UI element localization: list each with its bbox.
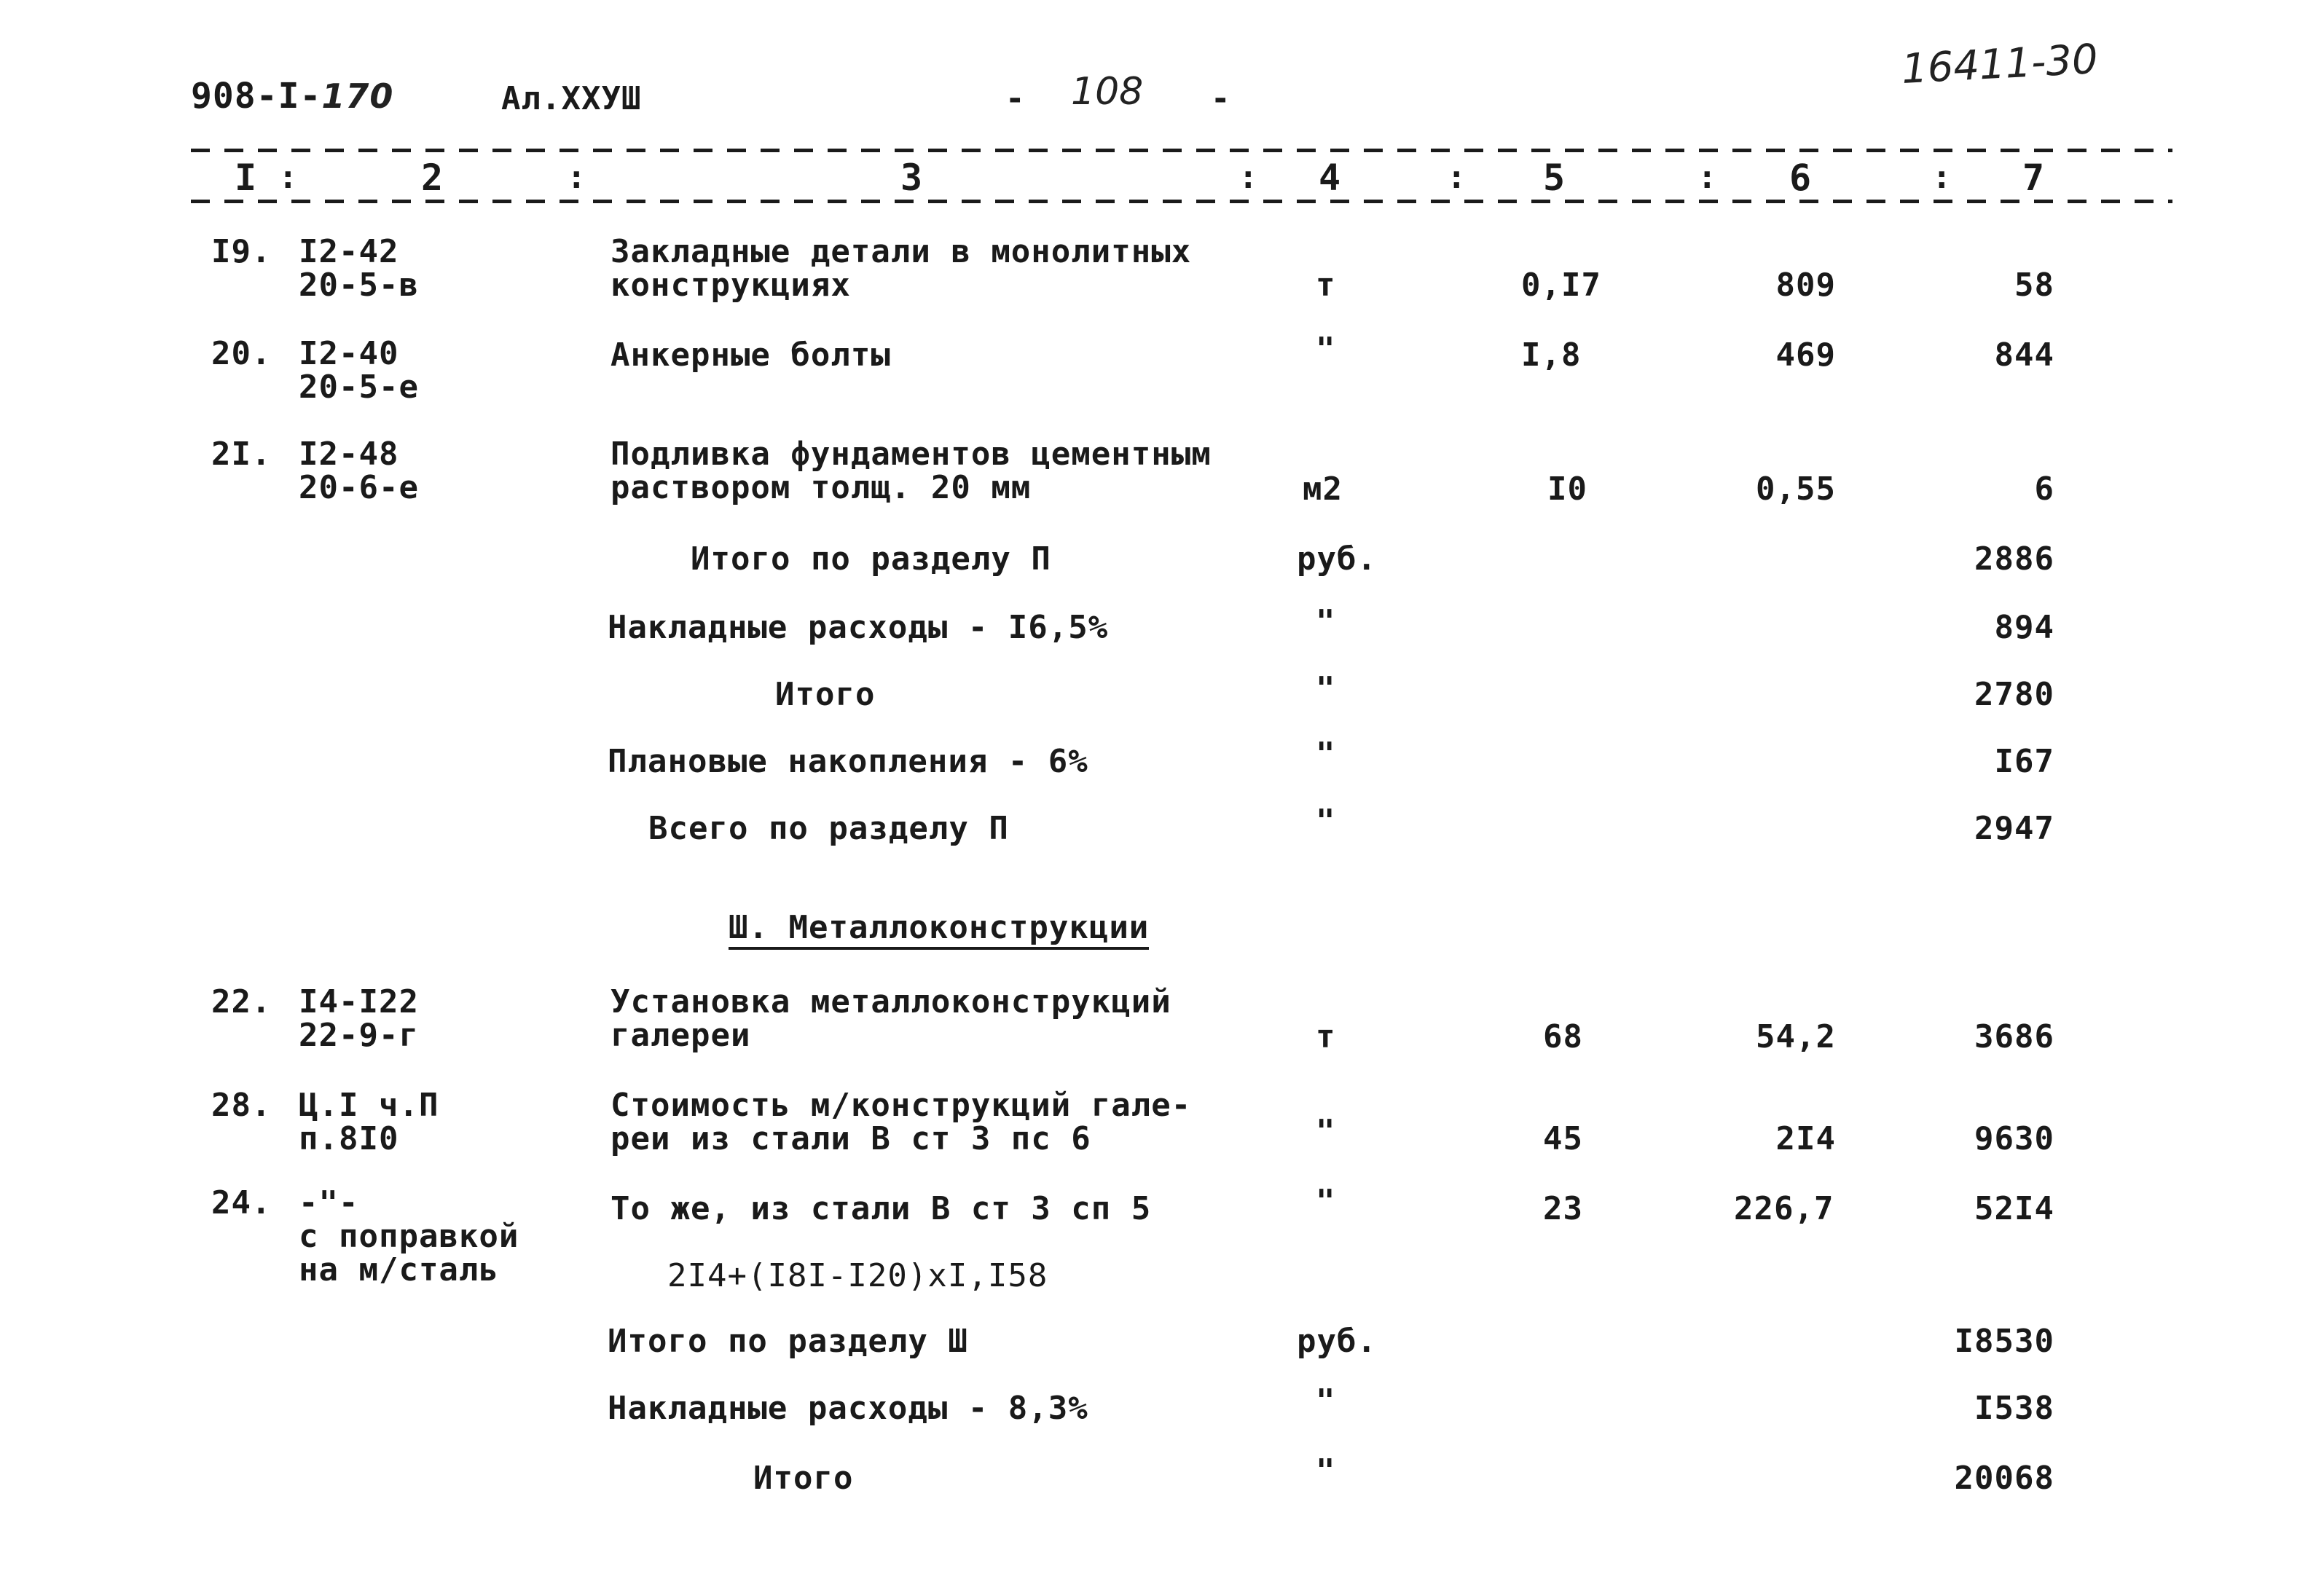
quantity: I0 bbox=[1547, 471, 1587, 508]
item-description: Стоимость м/конструкций гале- bbox=[611, 1087, 1192, 1124]
row-number: 22. bbox=[211, 983, 272, 1020]
unit-price: 469 bbox=[1775, 337, 1836, 374]
column-header-5: 5 bbox=[1543, 157, 1566, 199]
quantity: 23 bbox=[1543, 1190, 1583, 1227]
column-header-6: 6 bbox=[1789, 157, 1813, 199]
norm-code: 20-6-е bbox=[299, 469, 419, 506]
summary-total: I8530 bbox=[1954, 1323, 2054, 1360]
row-number: 24. bbox=[211, 1184, 272, 1221]
summary-total: I67 bbox=[1994, 743, 2054, 780]
unit-price: 0,55 bbox=[1756, 471, 1836, 508]
total-cost: 3686 bbox=[1974, 1018, 2054, 1055]
unit: т bbox=[1316, 1018, 1336, 1055]
summary-total: 2886 bbox=[1974, 540, 2054, 578]
document-code-handwritten: 170 bbox=[321, 76, 394, 116]
column-header-1: I bbox=[235, 157, 258, 199]
item-description: конструкциях bbox=[611, 267, 851, 304]
column-header-7: 7 bbox=[2022, 157, 2046, 199]
norm-code: с поправкой bbox=[299, 1218, 519, 1255]
norm-code: 20-5-е bbox=[299, 369, 419, 406]
summary-label: Итого по разделу П bbox=[691, 540, 1051, 578]
unit-price: 226,7 bbox=[1734, 1190, 1834, 1227]
item-description: Закладные детали в монолитных bbox=[611, 233, 1192, 270]
archive-stamp-number: 16411-30 bbox=[1900, 35, 2100, 94]
norm-code: на м/сталь bbox=[299, 1251, 499, 1288]
table-header-rule bbox=[191, 200, 2172, 203]
column-header-3: 3 bbox=[900, 157, 924, 199]
page-dash-left: - bbox=[1005, 80, 1026, 117]
column-separator: : bbox=[278, 159, 299, 196]
table-top-rule bbox=[191, 149, 2172, 152]
unit: " bbox=[1316, 1113, 1336, 1150]
page-dash-right: - bbox=[1211, 80, 1231, 117]
item-description: Подливка фундаментов цементным bbox=[611, 436, 1212, 473]
item-description: Установка металлоконструкций bbox=[611, 983, 1171, 1020]
row-number: 20. bbox=[211, 335, 272, 372]
summary-unit: руб. bbox=[1297, 1323, 1377, 1360]
norm-code: -"- bbox=[299, 1184, 359, 1221]
unit-price: 54,2 bbox=[1756, 1018, 1836, 1055]
item-description: галереи bbox=[611, 1017, 751, 1054]
item-description: То же, из стали В ст 3 сп 5 bbox=[611, 1190, 1152, 1227]
norm-code: 20-5-в bbox=[299, 267, 419, 304]
summary-label: Всего по разделу П bbox=[648, 810, 1009, 847]
norm-code: п.8I0 bbox=[299, 1120, 399, 1157]
norm-code: 22-9-г bbox=[299, 1017, 419, 1054]
column-header-2: 2 bbox=[421, 157, 444, 199]
summary-label: Накладные расходы - 8,3% bbox=[608, 1390, 1088, 1427]
unit: " bbox=[1316, 1183, 1336, 1220]
summary-total: 894 bbox=[1994, 609, 2054, 646]
column-separator: : bbox=[567, 159, 587, 196]
quantity: 68 bbox=[1543, 1018, 1583, 1055]
row-number: I9. bbox=[211, 233, 272, 270]
unit: " bbox=[1316, 331, 1336, 368]
unit: т bbox=[1316, 267, 1336, 304]
total-cost: 844 bbox=[1994, 337, 2054, 374]
norm-code: Ц.I ч.П bbox=[299, 1087, 439, 1124]
quantity: I,8 bbox=[1521, 337, 1582, 374]
summary-label: Накладные расходы - I6,5% bbox=[608, 609, 1109, 646]
summary-unit: " bbox=[1316, 603, 1336, 640]
document-code-prefix: 908-I- bbox=[191, 76, 322, 117]
summary-total: I538 bbox=[1974, 1390, 2054, 1427]
summary-label: Итого bbox=[775, 676, 876, 713]
summary-unit: " bbox=[1316, 1452, 1336, 1489]
summary-unit: " bbox=[1316, 803, 1336, 840]
total-cost: 9630 bbox=[1974, 1120, 2054, 1157]
summary-unit: " bbox=[1316, 670, 1336, 707]
norm-code: I4-I22 bbox=[299, 983, 419, 1020]
album-number: Ал.XXУШ bbox=[501, 80, 642, 117]
document-code bbox=[191, 76, 394, 117]
total-cost: 52I4 bbox=[1974, 1190, 2054, 1227]
column-separator: : bbox=[1238, 159, 1259, 196]
quantity: 0,I7 bbox=[1521, 267, 1601, 304]
unit-price: 2I4 bbox=[1775, 1120, 1836, 1157]
page-number: 108 bbox=[1071, 70, 1144, 114]
column-separator: : bbox=[1932, 159, 1952, 196]
total-cost: 6 bbox=[2034, 471, 2054, 508]
column-separator: : bbox=[1697, 159, 1718, 196]
section-heading: Ш. Металлоконструкции bbox=[729, 910, 1149, 950]
column-separator: : bbox=[1447, 159, 1467, 196]
total-cost: 58 bbox=[2014, 267, 2054, 304]
row-number: 28. bbox=[211, 1087, 272, 1124]
norm-code: I2-40 bbox=[299, 335, 399, 372]
summary-label: Итого по разделу Ш bbox=[608, 1323, 968, 1360]
summary-unit: руб. bbox=[1297, 540, 1377, 578]
unit-price: 809 bbox=[1775, 267, 1836, 304]
summary-unit: " bbox=[1316, 736, 1336, 773]
summary-total: 20068 bbox=[1954, 1460, 2054, 1497]
price-formula: 2I4+(I8I-I20)xI,I58 bbox=[667, 1257, 1048, 1294]
item-description: Анкерные болты bbox=[611, 337, 891, 374]
summary-label: Итого bbox=[753, 1460, 854, 1497]
column-header-4: 4 bbox=[1319, 157, 1342, 199]
summary-label: Плановые накопления - 6% bbox=[608, 743, 1088, 780]
unit: м2 bbox=[1303, 471, 1343, 508]
summary-total: 2780 bbox=[1974, 676, 2054, 713]
quantity: 45 bbox=[1543, 1120, 1583, 1157]
norm-code: I2-48 bbox=[299, 436, 399, 473]
summary-total: 2947 bbox=[1974, 810, 2054, 847]
item-description: реи из стали В ст 3 пс 6 bbox=[611, 1120, 1091, 1157]
row-number: 2I. bbox=[211, 436, 272, 473]
norm-code: I2-42 bbox=[299, 233, 399, 270]
item-description: раствором толщ. 20 мм bbox=[611, 469, 1032, 506]
summary-unit: " bbox=[1316, 1382, 1336, 1420]
